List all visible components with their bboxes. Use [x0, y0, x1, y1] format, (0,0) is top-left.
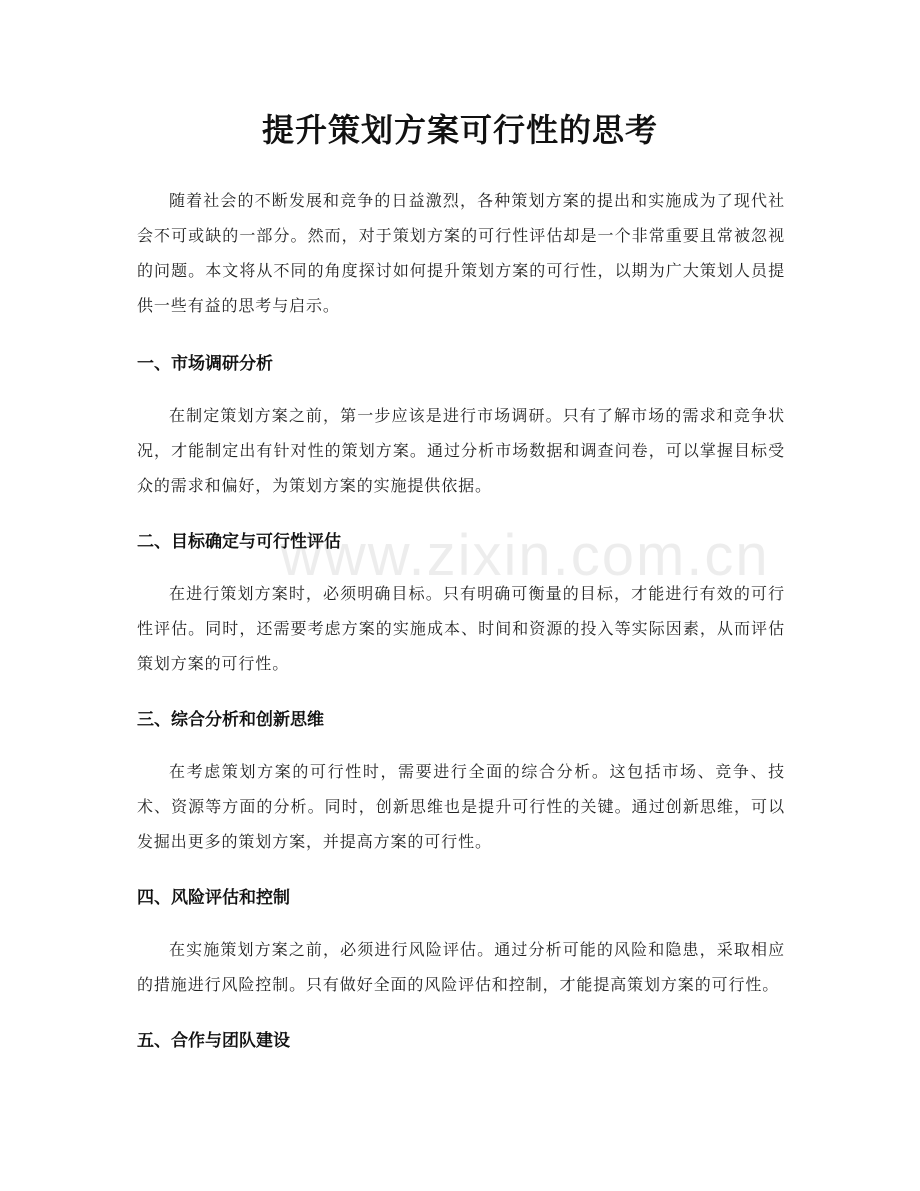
document-title: 提升策划方案可行性的思考: [261, 111, 658, 149]
section-heading-market-research: 一、市场调研分析: [137, 354, 273, 374]
section-body-goal-feasibility: 在进行策划方案时，必须明确目标。只有明确可衡量的目标，才能进行有效的可行性评估。同时，还需要考虑方案的实施成本、时间和资源的投入等实际因素，从而评估策划方案的可行性。: [137, 584, 785, 673]
section-heading-analysis-innovation: 三、综合分析和创新思维: [137, 710, 324, 730]
section-body-risk-control: 在实施策划方案之前，必须进行风险评估。通过分析可能的风险和隐患，采取相应的措施进行风险控制。只有做好全面的风险评估和控制，才能提高策划方案的可行性。: [137, 940, 785, 994]
section-heading-risk-control: 四、风险评估和控制: [137, 888, 290, 908]
section-heading-goal-feasibility: 二、目标确定与可行性评估: [137, 532, 341, 552]
watermark-text: www.zixin.com.cn: [280, 523, 770, 588]
section-body-analysis-innovation: 在考虑策划方案的可行性时，需要进行全面的综合分析。这包括市场、竞争、技术、资源等方面的分析。同时，创新思维也是提升可行性的关键。通过创新思维，可以发掘出更多的策划方案，并提高方案的可行性。: [137, 762, 785, 851]
section-body-market-research: 在制定策划方案之前，第一步应该是进行市场调研。只有了解市场的需求和竞争状况，才能制定出有针对性的策划方案。通过分析市场数据和调查问卷，可以掌握目标受众的需求和偏好，为策划方案的实施提供依据。: [137, 406, 785, 495]
section-heading-teamwork: 五、合作与团队建设: [137, 1031, 290, 1051]
intro-paragraph: 随着社会的不断发展和竞争的日益激烈，各种策划方案的提出和实施成为了现代社会不可或缺的一部分。然而，对于策划方案的可行性评估却是一个非常重要且常被忽视的问题。本文将从不同的角度探讨如何提升策划方案的可行性，以期为广大策划人员提供一些有益的思考与启示。: [137, 191, 785, 315]
document-body: [137, 183, 785, 1053]
